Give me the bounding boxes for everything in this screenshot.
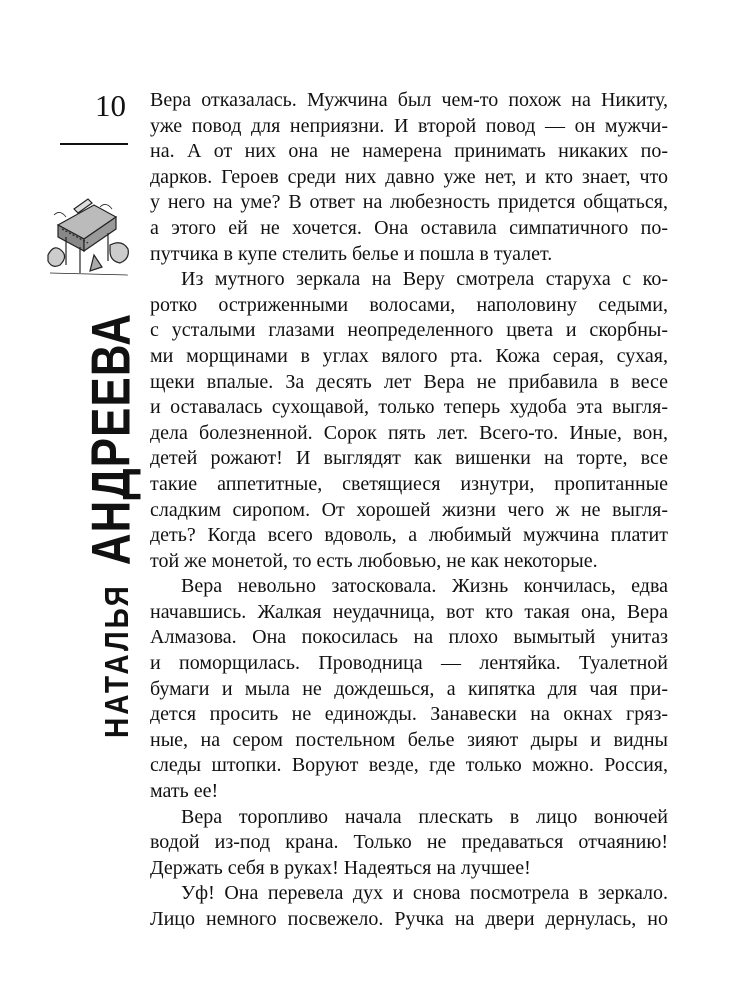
text-line: а этого ей не хочется. Она оставила симпатичного по- bbox=[150, 216, 668, 239]
paragraph bbox=[150, 88, 668, 267]
author-name bbox=[80, 312, 142, 738]
text-line: Уф! Она перевела дух и снова посмотрела в зеркало. bbox=[181, 882, 668, 905]
text-line: водой из-под крана. Только не предаваться отчаянию! bbox=[150, 831, 668, 854]
author-last-name: АНДРЕЕВА bbox=[80, 312, 142, 566]
text-line: уже повод для неприязни. И второй повод — он мужчи- bbox=[150, 114, 668, 137]
text-line: Алмазова. Она покосилась на плохо вымытый унитаз bbox=[150, 626, 668, 649]
text-line: той же монетой, то есть любовью, не как некоторые. bbox=[150, 549, 598, 572]
text-line: бумаги и мыла не дождешься, а кипятка для чая при- bbox=[150, 677, 668, 700]
text-line: мать ее! bbox=[150, 780, 219, 803]
text-line: и поморщилась. Проводница — лентяйка. Туалетной bbox=[150, 652, 668, 675]
text-line: путчика в купе стелить белье и пошла в туалет. bbox=[150, 242, 553, 265]
text-line: у него на уме? В ответ на любезность придется общаться, bbox=[150, 191, 668, 214]
text-line: дарков. Героев среди них давно уже нет, и кто знает, что bbox=[150, 165, 668, 188]
piano-illustration-icon bbox=[44, 195, 134, 281]
text-line: на. А от них она не намерена принимать никаких по- bbox=[150, 140, 668, 163]
text-line: дела болезненной. Сорок пять лет. Всего-то. Иные, вон, bbox=[150, 421, 668, 444]
paragraph bbox=[150, 881, 668, 932]
paragraph bbox=[150, 267, 668, 574]
text-line: Вера отказалась. Мужчина был чем-то похож на Никиту, bbox=[150, 89, 668, 111]
text-line: начавшись. Жалкая неудачница, вот кто такая она, Вера bbox=[150, 600, 668, 623]
text-line: и оставалась сухощавой, только теперь худоба эта выгля- bbox=[150, 396, 668, 419]
text-line: ротко остриженными волосами, наполовину седыми, bbox=[150, 293, 668, 316]
text-line: детей рожают! И выглядят как вишенки на торте, все bbox=[150, 447, 668, 470]
text-line: Вера невольно затосковала. Жизнь кончилась, едва bbox=[181, 575, 668, 598]
text-line: Из мутного зеркала на Веру смотрела старуха с ко- bbox=[181, 268, 668, 291]
text-line: ные, на сером постельном белье зияют дыры и видны bbox=[150, 728, 668, 751]
text-line: дется просить не единожды. Занавески на окнах гряз- bbox=[150, 703, 668, 726]
body-text bbox=[150, 88, 668, 933]
text-line: Лицо немного посвежело. Ручка на двери дернулась, но bbox=[150, 908, 668, 930]
text-line: сладким сиропом. От хорошей жизни чего ж не выгля- bbox=[150, 498, 668, 521]
text-line: ми морщинами в углах вялого рта. Кожа серая, сухая, bbox=[150, 344, 668, 367]
text-line: деть? Когда всего вдоволь, а любимый мужчина платит bbox=[150, 524, 668, 547]
text-line: такие аппетитные, светящиеся изнутри, пропитанные bbox=[150, 472, 668, 495]
paragraph bbox=[150, 805, 668, 882]
text-line: Вера торопливо начала плескать в лицо вонючей bbox=[181, 805, 668, 828]
text-line: Держать себя в руках! Надеяться на лучшее! bbox=[150, 856, 531, 879]
paragraph bbox=[150, 574, 668, 804]
page-number: 10 bbox=[95, 88, 126, 123]
text-line: следы штопки. Воруют везде, где только можно. Россия, bbox=[150, 754, 668, 777]
text-line: щеки впалые. За десять лет Вера не прибавила в весе bbox=[150, 370, 668, 393]
text-line: с усталыми глазами неопределенного цвета и скорбны- bbox=[150, 319, 668, 342]
author-first-name: НАТАЛЬЯ bbox=[97, 583, 135, 738]
header-rule bbox=[60, 143, 128, 145]
